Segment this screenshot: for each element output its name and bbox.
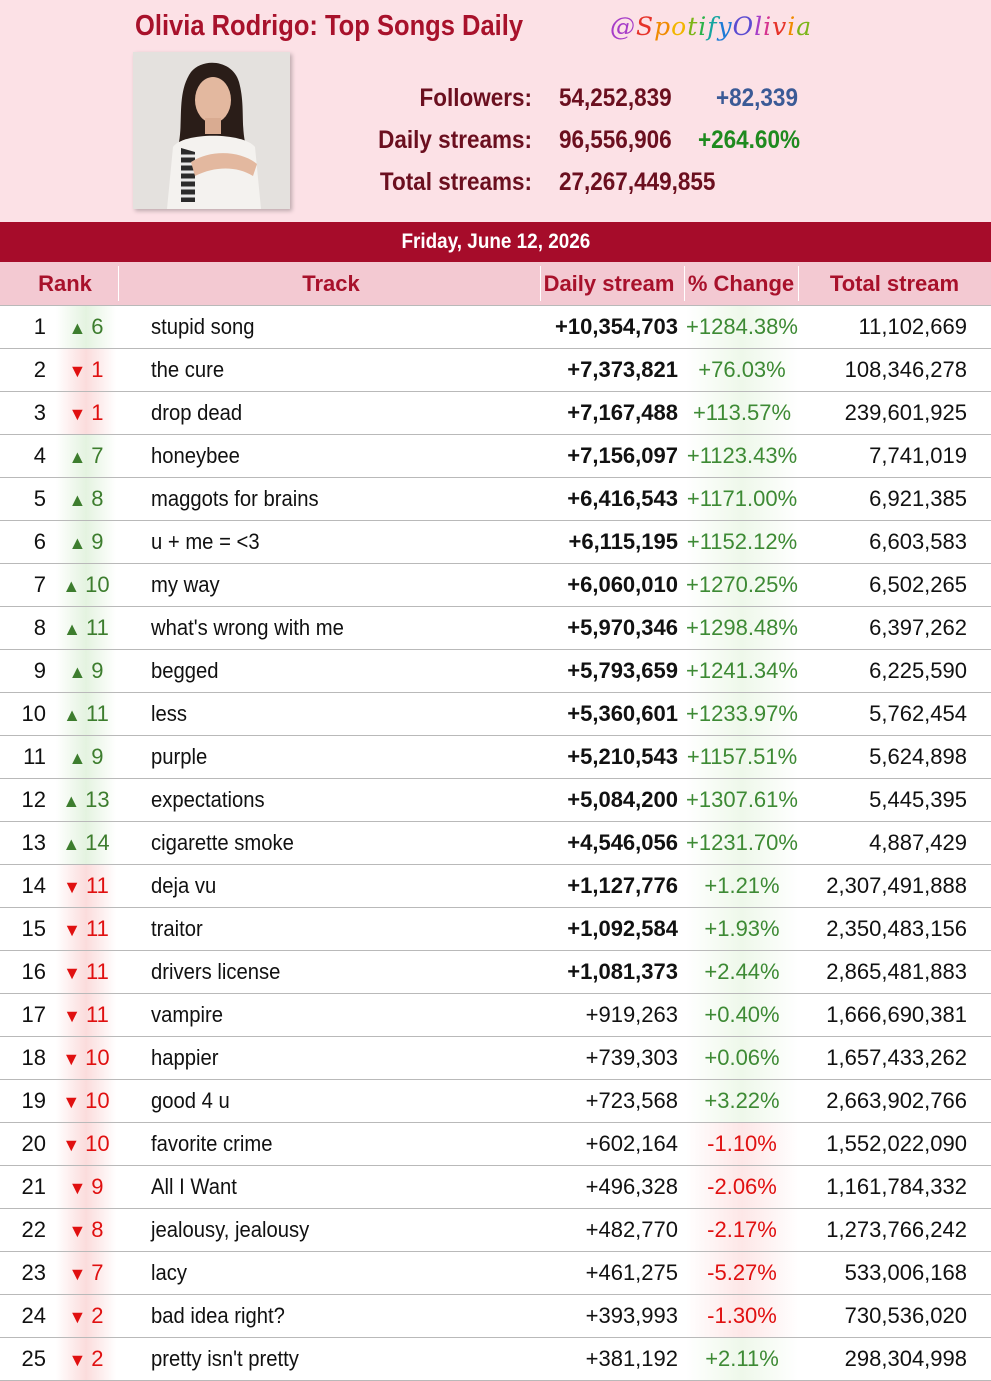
daily-stream-cell: +1,127,776 [567,873,678,898]
triangle-up-icon: ▲ [68,318,87,338]
daily-stream-cell: +6,416,543 [567,486,678,511]
total-stream-cell: 533,006,168 [844,1260,967,1285]
total-stream-cell: 7,741,019 [869,443,967,468]
table-row[interactable] [0,392,991,435]
percent-change-cell: +1157.51% [686,736,798,778]
daily-stream-cell: +4,546,056 [567,830,678,855]
rank-cell: 21 [21,1174,46,1199]
track-name[interactable]: u + me = <3 [151,529,260,554]
triangle-down-icon: ▼ [68,1264,87,1284]
rank-cell: 9 [33,658,46,683]
track-name[interactable]: purple [151,744,208,769]
account-handle[interactable] [610,12,812,41]
percent-change-cell: +1171.00% [686,478,798,520]
table-row[interactable] [0,693,991,736]
rank-change-value: 7 [91,1260,104,1285]
rank-change-cell [56,1209,116,1251]
percent-change-cell: +2.44% [686,951,798,993]
rank-change-value: 6 [91,314,104,339]
handle-letter: y [717,12,733,41]
track-name[interactable]: jealousy, jealousy [151,1217,310,1242]
triangle-down-icon: ▼ [68,1221,87,1241]
percent-change-cell: +2.11% [686,1338,798,1380]
rank-change-cell [56,693,116,735]
triangle-up-icon: ▲ [68,533,87,553]
triangle-up-icon: ▲ [63,619,81,639]
percent-change-cell: +1233.97% [686,693,798,735]
handle-letter: i [698,12,708,41]
rank-change-cell [56,478,116,520]
rank-change-value: 9 [91,1174,104,1199]
total-stream-cell: 2,307,491,888 [826,873,967,898]
rank-change-value: 11 [85,701,109,726]
total-stream-cell: 6,502,265 [869,572,967,597]
total-stream-cell: 6,603,583 [869,529,967,554]
handle-letter: p [654,12,672,41]
table-row[interactable] [0,435,991,478]
rank-change-value: 11 [85,873,109,898]
column-divider [118,266,119,301]
date-banner [0,222,991,262]
daily-stream-cell: +10,354,703 [555,314,678,339]
rank-change-cell [56,994,116,1036]
triangle-up-icon: ▲ [68,490,87,510]
triangle-down-icon: ▼ [68,404,87,424]
followers-value: 54,252,839 [559,84,672,112]
rank-cell: 15 [21,916,46,941]
rank-change-value: 10 [85,572,110,597]
percent-change-cell: +1270.25% [686,564,798,606]
daily-stream-cell: +7,373,821 [567,357,678,382]
table-row[interactable] [0,1037,991,1080]
percent-change-cell: +1.93% [686,908,798,950]
daily-stream-cell: +381,192 [585,1346,678,1371]
column-percent-change[interactable]: % Change [687,271,795,296]
total-stream-cell: 1,552,022,090 [826,1131,967,1156]
table-row[interactable] [0,305,991,349]
total-stream-cell: 11,102,669 [858,314,967,339]
track-name[interactable]: bad idea right? [151,1303,285,1328]
track-name[interactable]: maggots for brains [151,486,319,511]
table-row[interactable] [0,822,991,865]
percent-change-cell: -5.27% [686,1252,798,1294]
total-stream-cell: 730,536,020 [844,1303,967,1328]
header [0,0,991,222]
rank-change-value: 10 [85,1131,110,1156]
rank-change-cell [56,865,116,907]
track-name[interactable]: lacy [151,1260,187,1285]
track-name[interactable]: drop dead [151,400,243,425]
rank-change-value: 11 [85,1002,109,1027]
daily-stream-cell: +5,970,346 [567,615,678,640]
daily-streams-value: 96,556,906 [559,126,672,154]
triangle-down-icon: ▼ [68,1350,87,1370]
total-streams-value: 27,267,449,855 [559,168,716,196]
triangle-up-icon: ▲ [68,447,87,467]
rank-change-cell [56,1295,116,1337]
handle-letter: S [636,12,655,41]
percent-change-cell: +76.03% [686,349,798,391]
handle-letter: a [796,12,813,41]
daily-stream-cell: +6,115,195 [568,529,678,554]
triangle-up-icon: ▲ [62,791,81,811]
rank-cell: 10 [21,701,46,726]
track-name[interactable]: cigarette smoke [151,830,294,855]
percent-change-cell: -2.17% [686,1209,798,1251]
daily-stream-cell: +1,092,584 [567,916,678,941]
handle-letter: O [732,12,755,41]
table-row[interactable] [0,951,991,994]
total-stream-cell: 239,601,925 [844,400,967,425]
table-row[interactable] [0,564,991,607]
triangle-down-icon: ▼ [62,1092,81,1112]
rank-change-cell [56,564,116,606]
total-stream-cell: 298,304,998 [844,1346,967,1371]
rank-cell: 5 [33,486,46,511]
daily-stream-cell: +1,081,373 [567,959,678,984]
table-row[interactable] [0,1080,991,1123]
table-row[interactable] [0,478,991,521]
rank-change-value: 1 [91,357,104,382]
rank-change-cell [56,650,116,692]
handle-letter: v [772,12,788,41]
percent-change-cell: +0.40% [686,994,798,1036]
percent-change-cell: +3.22% [686,1080,798,1122]
page-title: Olivia Rodrigo: Top Songs Daily [135,10,524,42]
total-streams-label: Total streams: [379,168,532,196]
rank-change-value: 10 [85,1088,110,1113]
track-name[interactable]: favorite crime [151,1131,273,1156]
rank-cell: 12 [21,787,46,812]
percent-change-cell: +1298.48% [686,607,798,649]
rank-cell: 22 [21,1217,46,1242]
percent-change-cell: +1152.12% [686,521,798,563]
rank-cell: 8 [33,615,46,640]
handle-letter: t [687,12,699,41]
rank-change-cell [56,1252,116,1294]
rank-change-cell [56,349,116,391]
rank-cell: 13 [21,830,46,855]
column-track[interactable]: Track [302,271,360,296]
total-stream-cell: 5,762,454 [869,701,967,726]
daily-stream-cell: +7,156,097 [567,443,678,468]
rank-cell: 25 [21,1346,46,1371]
track-name[interactable]: my way [151,572,220,597]
followers-change: +82,339 [716,84,798,112]
handle-letter: f [707,12,718,41]
rank-cell: 24 [21,1303,46,1328]
percent-change-cell: +1.21% [686,865,798,907]
rank-change-value: 2 [91,1346,104,1371]
table-row[interactable] [0,908,991,951]
rank-cell: 17 [21,1002,46,1027]
track-name[interactable]: vampire [151,1002,223,1027]
rank-change-value: 9 [91,744,104,769]
triangle-down-icon: ▼ [63,1006,81,1026]
rank-change-cell [56,1166,116,1208]
table-row[interactable] [0,607,991,650]
percent-change-cell: +1123.43% [686,435,798,477]
daily-stream-cell: +482,770 [585,1217,678,1242]
column-total-stream[interactable]: Total stream [829,271,960,296]
track-name[interactable]: the cure [151,357,225,382]
rank-change-cell [56,736,116,778]
daily-stream-cell: +7,167,488 [567,400,678,425]
percent-change-cell: +0.06% [686,1037,798,1079]
daily-stream-cell: +461,275 [585,1260,678,1285]
track-name[interactable]: begged [151,658,219,683]
track-name[interactable]: expectations [151,787,265,812]
rank-cell: 20 [21,1131,46,1156]
rank-change-cell [56,779,116,821]
table-row[interactable] [0,1295,991,1338]
track-name[interactable]: honeybee [151,443,240,468]
table-row[interactable] [0,349,991,392]
rank-cell: 2 [33,357,46,382]
handle-letter: o [671,12,688,41]
track-name[interactable]: pretty isn't pretty [151,1346,299,1371]
daily-stream-cell: +5,210,543 [567,744,678,769]
column-daily-stream[interactable]: Daily stream [543,271,675,296]
daily-stream-cell: +723,568 [585,1088,678,1113]
track-name[interactable]: what's wrong with me [151,615,344,640]
table-row[interactable] [0,1209,991,1252]
track-name[interactable]: drivers license [151,959,281,984]
rank-cell: 23 [21,1260,46,1285]
triangle-down-icon: ▼ [63,963,81,983]
total-stream-cell: 6,921,385 [869,486,967,511]
rank-change-value: 10 [85,1045,110,1070]
daily-stream-cell: +5,084,200 [567,787,678,812]
triangle-down-icon: ▼ [63,920,81,940]
rank-cell: 6 [33,529,46,554]
rank-change-cell [56,392,116,434]
total-stream-cell: 108,346,278 [844,357,967,382]
rank-change-value: 11 [85,916,109,941]
table-row[interactable] [0,865,991,908]
total-stream-cell: 4,887,429 [869,830,967,855]
rank-change-cell [56,908,116,950]
daily-streams-label: Daily streams: [378,126,532,154]
triangle-down-icon: ▼ [68,361,87,381]
table-row[interactable] [0,994,991,1037]
rank-change-cell [56,1338,116,1380]
rank-change-cell [56,1037,116,1079]
rank-cell: 14 [21,873,46,898]
table-row[interactable] [0,650,991,693]
rank-change-value: 13 [85,787,110,812]
track-name[interactable]: good 4 u [151,1088,230,1113]
rank-cell: 3 [33,400,46,425]
rank-cell: 16 [21,959,46,984]
rank-change-cell [56,306,116,348]
percent-change-cell: +1284.38% [686,306,798,348]
column-rank[interactable]: Rank [38,271,92,296]
rank-change-cell [56,521,116,563]
percent-change-cell: +113.57% [686,392,798,434]
rank-cell: 7 [33,572,46,597]
daily-stream-cell: +5,360,601 [567,701,678,726]
daily-stream-cell: +6,060,010 [567,572,678,597]
total-stream-cell: 2,350,483,156 [826,916,967,941]
handle-letter: i [763,12,773,41]
songs-table [0,305,991,1381]
daily-stream-cell: +919,263 [585,1002,678,1027]
triangle-up-icon: ▲ [63,705,81,725]
total-stream-cell: 1,666,690,381 [826,1002,967,1027]
date-text: Friday, June 12, 2026 [401,230,590,253]
rank-change-value: 11 [85,615,109,640]
rank-cell: 4 [33,443,46,468]
rank-change-cell [56,822,116,864]
daily-stream-cell: +496,328 [585,1174,678,1199]
percent-change-cell: +1231.70% [686,822,798,864]
track-name[interactable]: All I Want [151,1174,237,1199]
rank-change-value: 2 [91,1303,104,1328]
daily-streams-change: +264.60% [698,126,800,154]
rank-change-value: 8 [91,1217,104,1242]
triangle-down-icon: ▼ [68,1178,87,1198]
daily-stream-cell: +739,303 [585,1045,678,1070]
total-stream-cell: 6,397,262 [869,615,967,640]
total-stream-cell: 1,657,433,262 [826,1045,967,1070]
percent-change-cell: -2.06% [686,1166,798,1208]
triangle-down-icon: ▼ [63,877,81,897]
triangle-down-icon: ▼ [68,1307,87,1327]
rank-change-value: 11 [85,959,109,984]
track-name[interactable]: traitor [151,916,203,941]
triangle-up-icon: ▲ [68,748,87,768]
table-row[interactable] [0,1123,991,1166]
rank-change-value: 14 [85,830,110,855]
triangle-up-icon: ▲ [62,576,81,596]
rank-cell: 11 [23,744,46,769]
rank-change-value: 9 [91,658,104,683]
total-stream-cell: 5,445,395 [869,787,967,812]
column-header [0,262,991,305]
rank-cell: 18 [21,1045,46,1070]
rank-change-value: 9 [91,529,104,554]
rank-change-cell [56,1123,116,1165]
triangle-up-icon: ▲ [62,834,81,854]
total-stream-cell: 1,273,766,242 [826,1217,967,1242]
handle-letter: i [787,12,797,41]
triangle-down-icon: ▼ [62,1135,81,1155]
table-row[interactable] [0,1338,991,1381]
table-row[interactable] [0,1166,991,1209]
table-row[interactable] [0,736,991,779]
rank-cell: 19 [21,1088,46,1113]
table-row[interactable] [0,779,991,822]
rank-change-cell [56,951,116,993]
rank-change-value: 1 [91,400,104,425]
rank-change-cell [56,435,116,477]
track-name[interactable]: stupid song [151,314,255,339]
track-name[interactable]: deja vu [151,873,217,898]
percent-change-cell: -1.30% [686,1295,798,1337]
total-stream-cell: 2,663,902,766 [826,1088,967,1113]
total-stream-cell: 6,225,590 [869,658,967,683]
total-stream-cell: 1,161,784,332 [826,1174,967,1199]
rank-change-cell [56,607,116,649]
rank-cell: 1 [33,314,46,339]
daily-stream-cell: +602,164 [585,1131,678,1156]
followers-label: Followers: [419,84,532,112]
percent-change-cell: -1.10% [686,1123,798,1165]
rank-change-value: 7 [91,443,104,468]
track-name[interactable]: less [151,701,187,726]
total-stream-cell: 2,865,481,883 [826,959,967,984]
rank-change-cell [56,1080,116,1122]
table-row[interactable] [0,1252,991,1295]
track-name[interactable]: happier [151,1045,219,1070]
handle-letter: l [754,12,764,41]
rank-change-value: 8 [91,486,104,511]
percent-change-cell: +1307.61% [686,779,798,821]
handle-letter: @ [610,12,636,41]
triangle-down-icon: ▼ [62,1049,81,1069]
percent-change-cell: +1241.34% [686,650,798,692]
triangle-up-icon: ▲ [68,662,87,682]
daily-stream-cell: +393,993 [585,1303,678,1328]
table-row[interactable] [0,521,991,564]
daily-stream-cell: +5,793,659 [567,658,678,683]
total-stream-cell: 5,624,898 [869,744,967,769]
